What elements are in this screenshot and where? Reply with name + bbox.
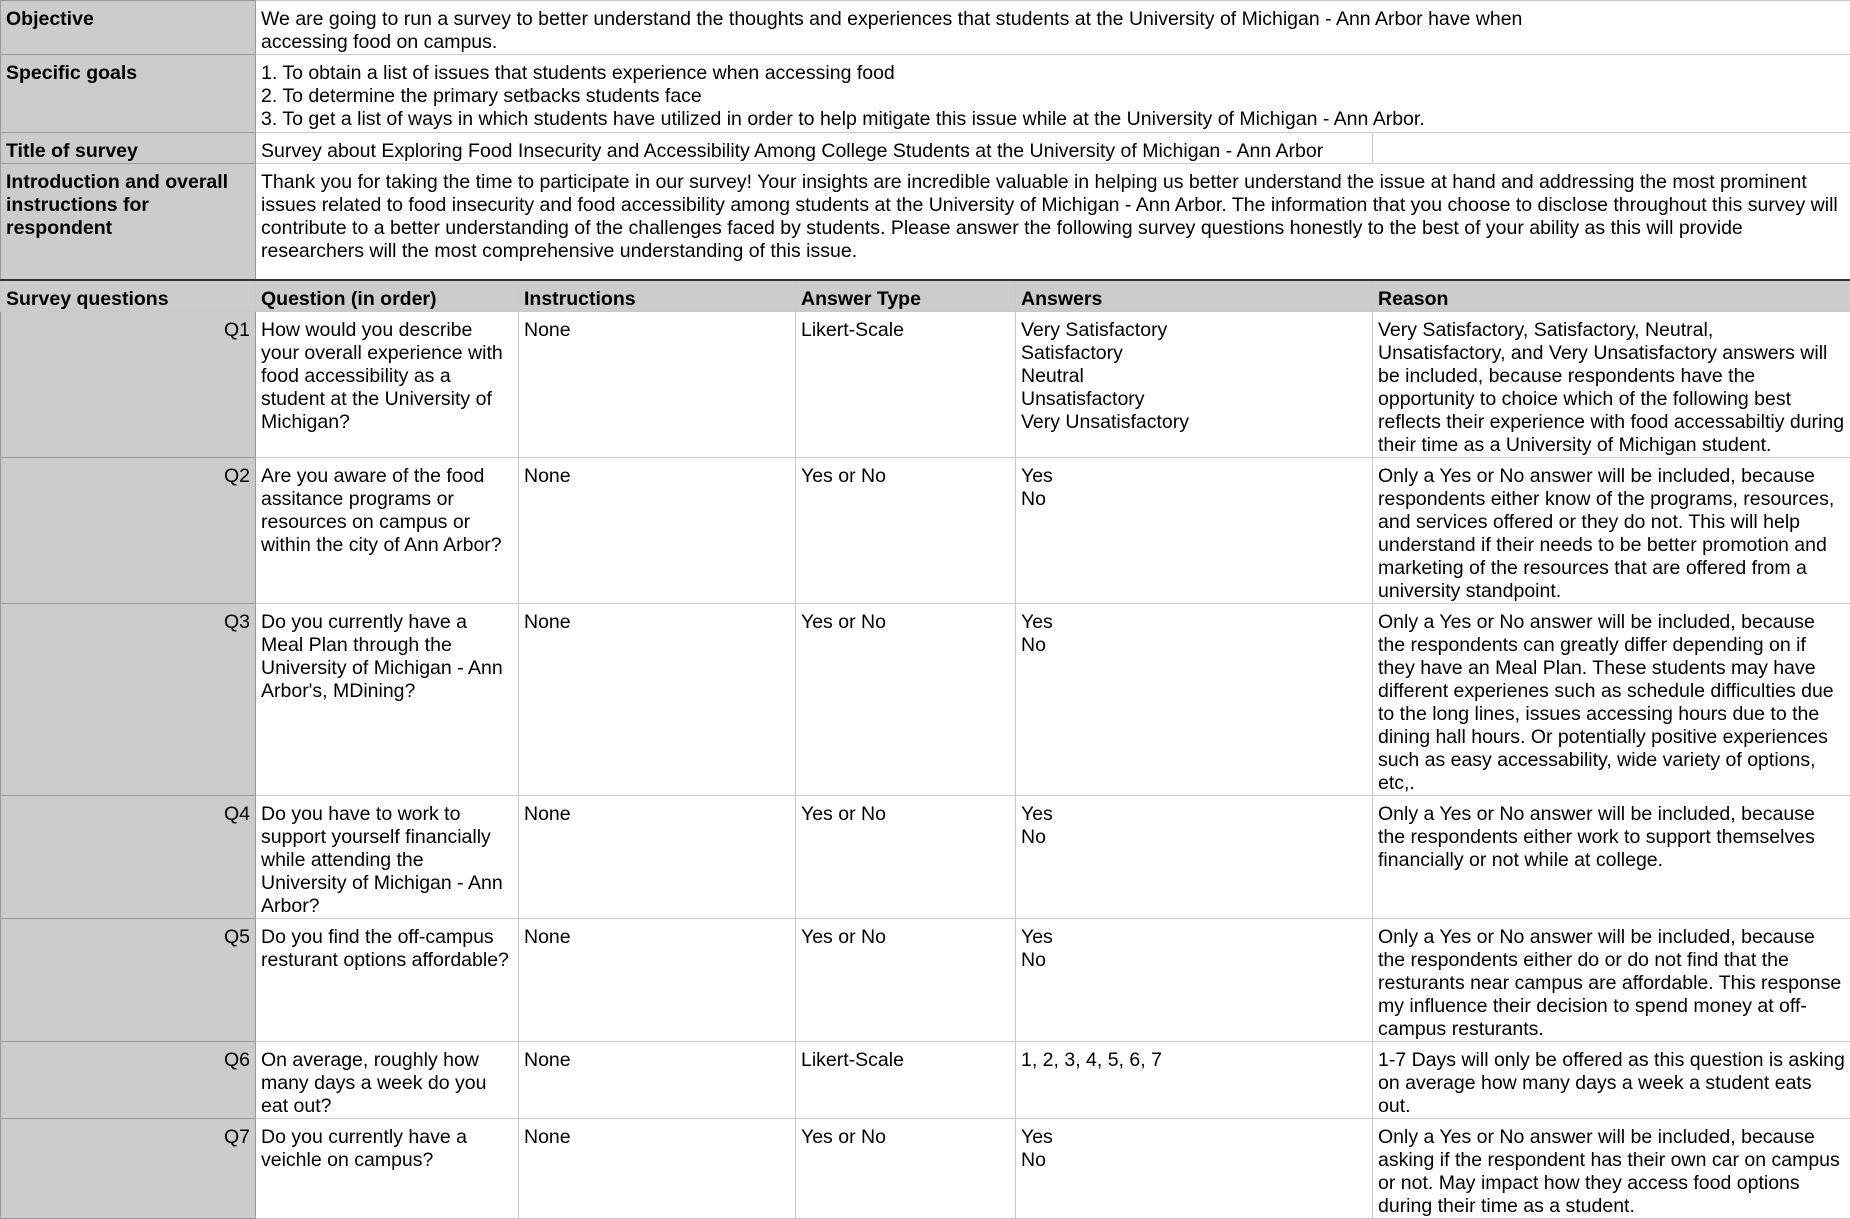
goals-row [1, 55, 1850, 133]
objective-row [1, 1, 1850, 55]
instructions-cell[interactable]: None [519, 312, 796, 458]
table-row [1, 1119, 1850, 1219]
survey-questions-label[interactable]: Survey questions [1, 280, 256, 312]
instructions-cell[interactable]: None [519, 1119, 796, 1219]
answer-type-cell[interactable]: Yes or No [796, 919, 1016, 1042]
reason-cell[interactable]: Only a Yes or No answer will be included, because the respondents can greatly differ depending on if they have an Meal Plan. These students may have different experienes such as schedule difficulties due to the long lines, issues accessing hours due to the dining hall hours. Or potentially positive experiences such as easy accessability, wide variety of options, etc,. [1373, 604, 1850, 796]
answers-cell[interactable]: Yes No [1016, 796, 1373, 919]
instructions-cell[interactable]: None [519, 919, 796, 1042]
answer-type-cell[interactable]: Yes or No [796, 796, 1016, 919]
table-row [1, 604, 1850, 796]
question-cell[interactable]: How would you describe your overall experience with food accessibility as a student at the University of Michigan? [256, 312, 519, 458]
intro-cell[interactable]: Thank you for taking the time to participate in our survey! Your insights are incredible valuable in helping us better understand the issue at hand and addressing the most prominent issues related to food insecurity and food accessibility among students at the University of Michigan - Ann Arbor. The information that you choose to disclose throughout this survey will contribute to a better understanding of the challenges faced by students. Please answer the following survey questions honestly to the best of your ability as this will provide researchers will the most comprehensive understanding of this issue. [256, 164, 1850, 280]
reason-cell[interactable]: Only a Yes or No answer will be included, because respondents either know of the programs, resources, and services offered or they do not. This will help understand if their needs to be better promotion and marketing of the resources that are offered from a university standpoint. [1373, 458, 1850, 604]
table-row [1, 796, 1850, 919]
title-label[interactable]: Title of survey [1, 133, 256, 164]
header-answers[interactable]: Answers [1016, 280, 1373, 312]
title-cell[interactable]: Survey about Exploring Food Insecurity and Accessibility Among College Students at the University of Michigan - Ann Arbor [256, 133, 1373, 164]
goals-cell[interactable]: 1. To obtain a list of issues that students experience when accessing food 2. To determine the primary setbacks students face 3. To get a list of ways in which students have utilized in order to help mitigate this issue while at the University of Michigan - Ann Arbor. [256, 55, 1850, 133]
instructions-cell[interactable]: None [519, 1042, 796, 1119]
answer-type-cell[interactable]: Yes or No [796, 458, 1016, 604]
title-row [1, 133, 1850, 164]
question-number[interactable]: Q4 [1, 796, 256, 919]
answers-cell[interactable]: 1, 2, 3, 4, 5, 6, 7 [1016, 1042, 1373, 1119]
answers-cell[interactable]: Yes No [1016, 919, 1373, 1042]
header-question[interactable]: Question (in order) [256, 280, 519, 312]
instructions-cell[interactable]: None [519, 604, 796, 796]
table-row [1, 458, 1850, 604]
question-cell[interactable]: Are you aware of the food assitance programs or resources on campus or within the city of Ann Arbor? [256, 458, 519, 604]
instructions-cell[interactable]: None [519, 796, 796, 919]
question-number[interactable]: Q1 [1, 312, 256, 458]
question-cell[interactable]: Do you find the off-campus resturant options affordable? [256, 919, 519, 1042]
header-reason[interactable]: Reason [1373, 280, 1850, 312]
answers-cell[interactable]: Very Satisfactory Satisfactory Neutral Unsatisfactory Very Unsatisfactory [1016, 312, 1373, 458]
objective-cell[interactable]: We are going to run a survey to better understand the thoughts and experiences that students at the University of Michigan - Ann Arbor have when accessing food on campus. [256, 1, 1850, 55]
reason-cell[interactable]: 1-7 Days will only be offered as this question is asking on average how many days a week a student eats out. [1373, 1042, 1850, 1119]
reason-cell[interactable]: Only a Yes or No answer will be included, because the respondents either do or do not find that the resturants near campus are affordable. This response my influence their decision to spend money at off-campus resturants. [1373, 919, 1850, 1042]
question-cell[interactable]: On average, roughly how many days a week do you eat out? [256, 1042, 519, 1119]
objective-label[interactable]: Objective [1, 1, 256, 55]
title-empty-cell[interactable] [1373, 133, 1850, 164]
answers-cell[interactable]: Yes No [1016, 1119, 1373, 1219]
answer-type-cell[interactable]: Likert-Scale [796, 1042, 1016, 1119]
reason-cell[interactable]: Very Satisfactory, Satisfactory, Neutral, Unsatisfactory, and Very Unsatisfactory answers will be included, because respondents have the opportunity to choice which of the following best reflects their experience with food accessabiltiy during their time as a University of Michigan student. [1373, 312, 1850, 458]
instructions-cell[interactable]: None [519, 458, 796, 604]
intro-row [1, 164, 1850, 280]
question-cell[interactable]: Do you have to work to support yourself financially while attending the University of Michigan - Ann Arbor? [256, 796, 519, 919]
answers-cell[interactable]: Yes No [1016, 458, 1373, 604]
question-cell[interactable]: Do you currently have a veichle on campus? [256, 1119, 519, 1219]
question-number[interactable]: Q5 [1, 919, 256, 1042]
question-number[interactable]: Q6 [1, 1042, 256, 1119]
intro-label[interactable]: Introduction and overall instructions for respondent [1, 164, 256, 280]
answers-cell[interactable]: Yes No [1016, 604, 1373, 796]
table-row [1, 1042, 1850, 1119]
answer-type-cell[interactable]: Yes or No [796, 604, 1016, 796]
answer-type-cell[interactable]: Yes or No [796, 1119, 1016, 1219]
table-row [1, 919, 1850, 1042]
reason-cell[interactable]: Only a Yes or No answer will be included, because asking if the respondent has their own car on campus or not. May impact how they access food options during their time as a student. [1373, 1119, 1850, 1219]
header-instructions[interactable]: Instructions [519, 280, 796, 312]
reason-cell[interactable]: Only a Yes or No answer will be included, because the respondents either work to support themselves financially or not while at college. [1373, 796, 1850, 919]
question-number[interactable]: Q7 [1, 1119, 256, 1219]
question-number[interactable]: Q2 [1, 458, 256, 604]
goals-label[interactable]: Specific goals [1, 55, 256, 133]
answer-type-cell[interactable]: Likert-Scale [796, 312, 1016, 458]
table-row [1, 312, 1850, 458]
question-cell[interactable]: Do you currently have a Meal Plan through the University of Michigan - Ann Arbor's, MDining? [256, 604, 519, 796]
header-answer-type[interactable]: Answer Type [796, 280, 1016, 312]
question-number[interactable]: Q3 [1, 604, 256, 796]
table-header-row [1, 280, 1850, 312]
